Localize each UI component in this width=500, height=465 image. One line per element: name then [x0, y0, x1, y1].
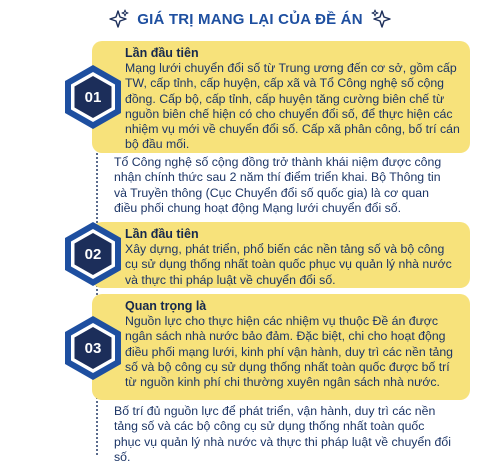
value-card-03: [92, 294, 470, 400]
number-badge-02: [63, 221, 123, 287]
card-body: Mạng lưới chuyển đổi số từ Trung ương đến cơ sở, gồm cấp TW, cấp tỉnh, cấp huyện, cấp xã và Tổ Công nghệ số cộng đồng. Cấp bộ, cấp tỉnh, cấp huyện tăng cường biên chế từ nguồn biên chế hiện có cho chuyển đổi số, để thực hiện các nhiệm vụ mới về chuyển đổi số. Cấp xã phân công, bố trí cán bộ đầu mối.: [125, 61, 460, 152]
card-heading: Lần đầu tiên: [125, 46, 199, 60]
badge-number: 01: [84, 89, 102, 106]
card-heading: Lần đầu tiên: [125, 227, 199, 241]
card-heading: Quan trọng là: [125, 299, 207, 313]
badge-number: 03: [84, 340, 102, 357]
card-body: Nguồn lực cho thực hiện các nhiệm vụ thuộc Đề án được ngân sách nhà nước bảo đảm. Đặc biệt, chi cho hoạt động điều phối mạng lưới, kinh phí vận hành, duy trì các nền tảng số và bộ công cụ sử dụng thống nhất toàn quốc được bố trí từ nguồn kinh phí chi thường xuyên ngân sách nhà nước.: [125, 314, 454, 390]
number-badge-01: [63, 64, 123, 130]
card-note-01: Tổ Công nghệ số cộng đồng trở thành khái niệm được công nhận chính thức sau 2 năm thí điểm triển khai. Bộ Thông tin và Truyền thông (Cục Chuyển đổi số quốc gia) là cơ quan điều phối chung hoạt động Mạng lưới chuyển đổi số.: [114, 155, 442, 215]
value-card-01: [92, 41, 470, 153]
badge-number: 02: [84, 246, 102, 263]
sparkle-icon: [109, 9, 129, 29]
sparkle-icon: [371, 9, 391, 29]
card-note-03: Bố trí đủ nguồn lực để phát triển, vận hành, duy trì các nền tảng số và các bộ công cụ sử dụng thống nhất toàn quốc phục vụ quản lý nhà nước và thực thi pháp luật về chuyển đổi số.: [114, 404, 451, 464]
number-badge-03: [63, 315, 123, 381]
page-title: GIÁ TRỊ MANG LẠI CỦA ĐỀ ÁN: [137, 10, 363, 28]
value-card-02: [92, 222, 470, 288]
card-body: Xây dựng, phát triển, phổ biến các nền tảng số và bộ công cụ sử dụng thống nhất toàn quốc phục vụ quản lý nhà nước và thực thi pháp luật về chuyển đổi số.: [125, 242, 452, 287]
header: [0, 6, 500, 32]
